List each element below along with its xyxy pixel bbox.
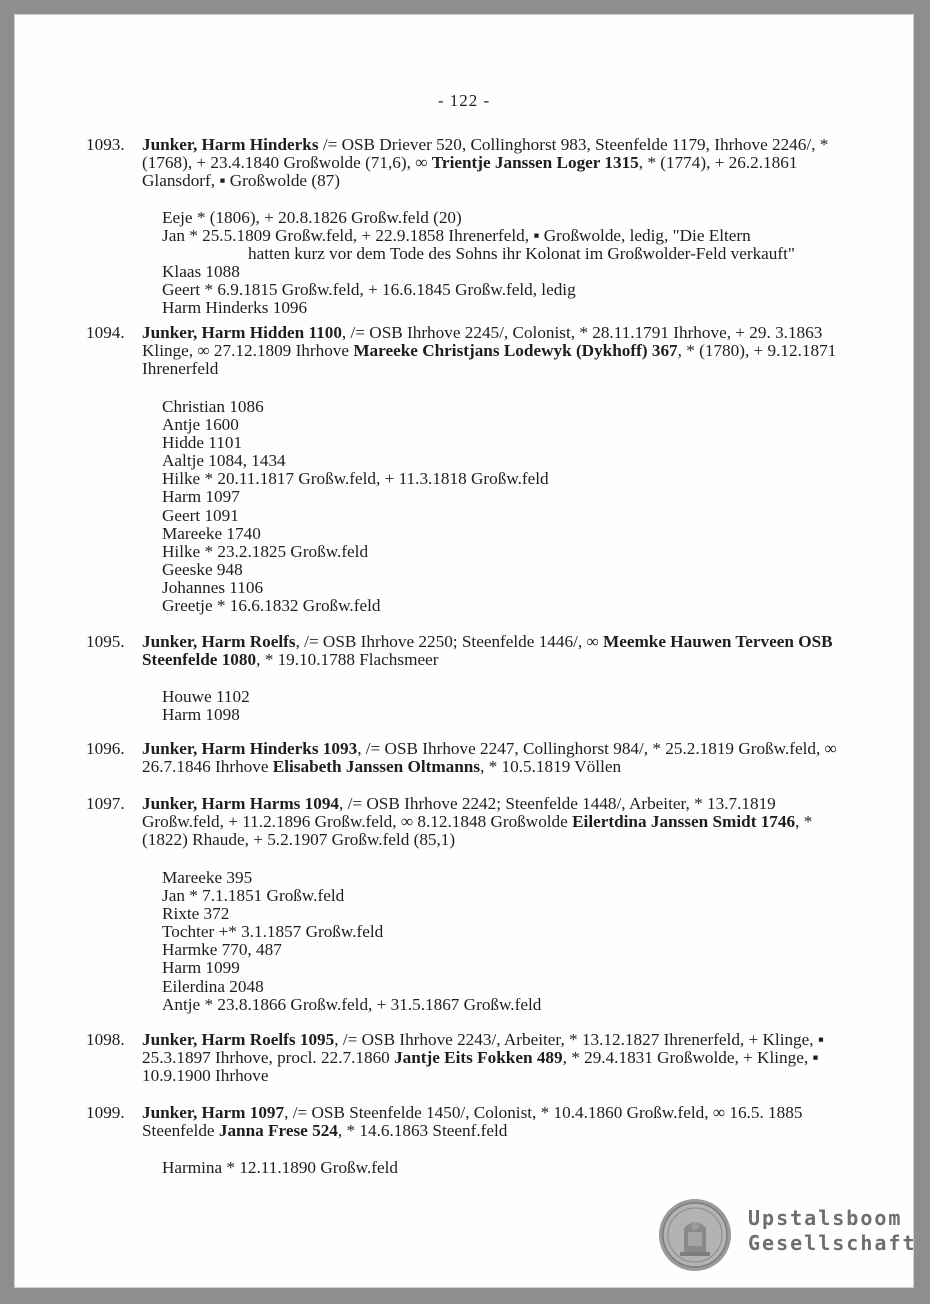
entry-details-end: , * 29.4.1831 Großwolde, + Klinge, ▪ 10.9.1900 Ihrhove — [142, 1048, 819, 1085]
entry-details: , /= OSB Ihrhove 2242; Steenfelde 1448/, Arbeiter, * 13.7.1819 Großw.feld, + 11.2.1896 Großw.feld, ∞ 8.12.1848 Großwolde — [142, 794, 776, 831]
child-item: Christian 1086 — [162, 397, 264, 416]
child-item: Harm 1098 — [162, 705, 240, 725]
person-name: Junker, Harm 1097 — [142, 1103, 285, 1122]
child-item: Hidde 1101 — [162, 433, 243, 453]
entry-text — [142, 324, 856, 378]
child-item: Geert * 6.9.1815 Großw.feld, + 16.6.1845 Großw.feld, ledig — [162, 280, 576, 300]
child-item: Harmina * 12.11.1890 Großw.feld — [162, 1158, 398, 1177]
entry-1099 — [86, 1104, 856, 1140]
spouse-name: Trientje Janssen Loger 1315 — [431, 153, 639, 172]
entry-text — [142, 633, 856, 669]
children-list-1095 — [162, 688, 882, 724]
entry-1094 — [86, 324, 856, 378]
entry-number: 1094. — [86, 323, 125, 342]
child-item: Harm 1097 — [162, 487, 240, 507]
child-item: Tochter +* 3.1.1857 Großw.feld — [162, 922, 384, 942]
entry-details-end: , * 10.5.1819 Völlen — [480, 757, 622, 776]
entry-1098 — [86, 1031, 856, 1085]
child-item: Mareeke 395 — [162, 868, 253, 887]
child-item: Jan * 25.5.1809 Großw.feld, + 22.9.1858 Ihrenerfeld, ▪ Großwolde, ledig, "Die Eltern — [162, 226, 751, 246]
entry-text — [142, 740, 856, 776]
entry-details-end: , * (1780), + 9.12.1871 Ihrenerfeld — [142, 341, 837, 378]
spouse-name: Jantje Eits Fokken 489 — [394, 1048, 563, 1067]
child-item: Rixte 372 — [162, 904, 230, 924]
entry-text — [142, 1104, 856, 1140]
document-page — [14, 14, 917, 1288]
spouse-name: Meemke Hauwen Terveen OSB Steenfelde 1080 — [142, 632, 833, 669]
person-name: Junker, Harm Hinderks — [142, 135, 319, 154]
person-name: Junker, Harm Harms 1094 — [142, 794, 340, 813]
entry-text — [142, 136, 856, 190]
child-item: Greetje * 16.6.1832 Großw.feld — [162, 596, 381, 616]
entry-text — [142, 1031, 856, 1085]
child-item: Johannes 1106 — [162, 577, 264, 597]
child-item: Houwe 1102 — [162, 687, 250, 706]
person-name: Junker, Harm Hinderks 1093 — [142, 739, 358, 758]
entry-1096 — [86, 740, 856, 776]
entry-details: , /= OSB Ihrhove 2250; Steenfelde 1446/, ∞ — [295, 632, 603, 651]
entry-details: /= OSB Driever 520, Collinghorst 983, Steenfelde 1179, Ihrhove 2246/, * (1768), + 23.4.1840 Großwolde (71,6), ∞ — [142, 135, 829, 172]
child-item: Hilke * 23.2.1825 Großw.feld — [162, 541, 369, 561]
page-number: - 122 - — [437, 91, 491, 110]
child-item: Harm 1099 — [162, 958, 240, 978]
spouse-name: Eilertdina Janssen Smidt 1746 — [572, 812, 796, 831]
child-item: Geeske 948 — [162, 559, 243, 579]
entry-details: , /= OSB Ihrhove 2243/, Arbeiter, * 13.12.1827 Ihrenerfeld, + Klinge, ▪ 25.3.1897 Ihrhove, procl. 22.7.1860 — [142, 1030, 824, 1067]
children-list-1093 — [162, 209, 882, 318]
child-item: Hilke * 20.11.1817 Großw.feld, + 11.3.1818 Großw.feld — [162, 469, 549, 489]
logo-line-2: Gesellschaft — [748, 1231, 917, 1255]
spouse-name: Mareeke Christjans Lodewyk (Dykhoff) 367 — [353, 341, 678, 360]
child-item: Klaas 1088 — [162, 262, 240, 282]
entry-number: 1099. — [86, 1103, 125, 1122]
entry-number: 1095. — [86, 632, 125, 651]
child-item: Eeje * (1806), + 20.8.1826 Großw.feld (20) — [162, 208, 462, 227]
person-name: Junker, Harm Roelfs 1095 — [142, 1030, 335, 1049]
spouse-name: Janna Frese 524 — [218, 1121, 338, 1140]
child-item: Antje 1600 — [162, 415, 239, 435]
child-item: Harmke 770, 487 — [162, 940, 282, 960]
entry-1097 — [86, 795, 856, 849]
entry-details-end: , * (1822) Rhaude, + 5.2.1907 Großw.feld (85,1) — [142, 812, 813, 849]
child-item: Jan * 7.1.1851 Großw.feld — [162, 886, 345, 906]
entry-details: , /= OSB Ihrhove 2245/, Colonist, * 28.11.1791 Ihrhove, + 29. 3.1863 Klinge, ∞ 27.12.1809 Ihrhove — [142, 323, 823, 360]
child-item: Aaltje 1084, 1434 — [162, 451, 286, 471]
children-list-1097 — [162, 869, 882, 1014]
entry-details: , /= OSB Steenfelde 1450/, Colonist, * 10.4.1860 Großw.feld, ∞ 16.5. 1885 Steenfelde — [142, 1103, 803, 1140]
society-logo — [658, 1198, 917, 1274]
children-list-1094 — [162, 398, 882, 615]
child-item-continuation: hatten kurz vor dem Tode des Sohns ihr Kolonat im Großwolder-Feld verkauft" — [248, 244, 795, 264]
entry-details-end: , * (1774), + 26.2.1861 Glansdorf, ▪ Großwolde (87) — [142, 153, 798, 190]
entry-text — [142, 795, 856, 849]
seal-icon — [658, 1198, 732, 1272]
children-list-1099 — [162, 1159, 882, 1177]
child-item: Harm Hinderks 1096 — [162, 298, 308, 318]
child-item: Eilerdina 2048 — [162, 976, 264, 996]
person-name: Junker, Harm Roelfs — [142, 632, 296, 651]
logo-line-1: Upstalsboom — [748, 1206, 903, 1230]
child-item: Antje * 23.8.1866 Großw.feld, + 31.5.1867 Großw.feld — [162, 994, 542, 1014]
spouse-name: Elisabeth Janssen Oltmanns — [272, 757, 481, 776]
child-item: Geert 1091 — [162, 505, 239, 525]
child-item: Mareeke 1740 — [162, 523, 261, 543]
entry-number: 1093. — [86, 135, 125, 154]
entry-number: 1098. — [86, 1030, 125, 1049]
entry-details-end: , * 14.6.1863 Steenf.feld — [337, 1121, 508, 1140]
entry-details: , /= OSB Ihrhove 2247, Collinghorst 984/, * 25.2.1819 Großw.feld, ∞ 26.7.1846 Ihrhove — [142, 739, 837, 776]
person-name: Junker, Harm Hidden 1100 — [142, 323, 342, 342]
entry-number: 1097. — [86, 794, 125, 813]
entry-1095 — [86, 633, 856, 669]
entry-number: 1096. — [86, 739, 125, 758]
logo-text — [748, 1206, 917, 1256]
entry-details-end: , * 19.10.1788 Flachsmeer — [256, 650, 439, 669]
entry-1093 — [86, 136, 856, 190]
